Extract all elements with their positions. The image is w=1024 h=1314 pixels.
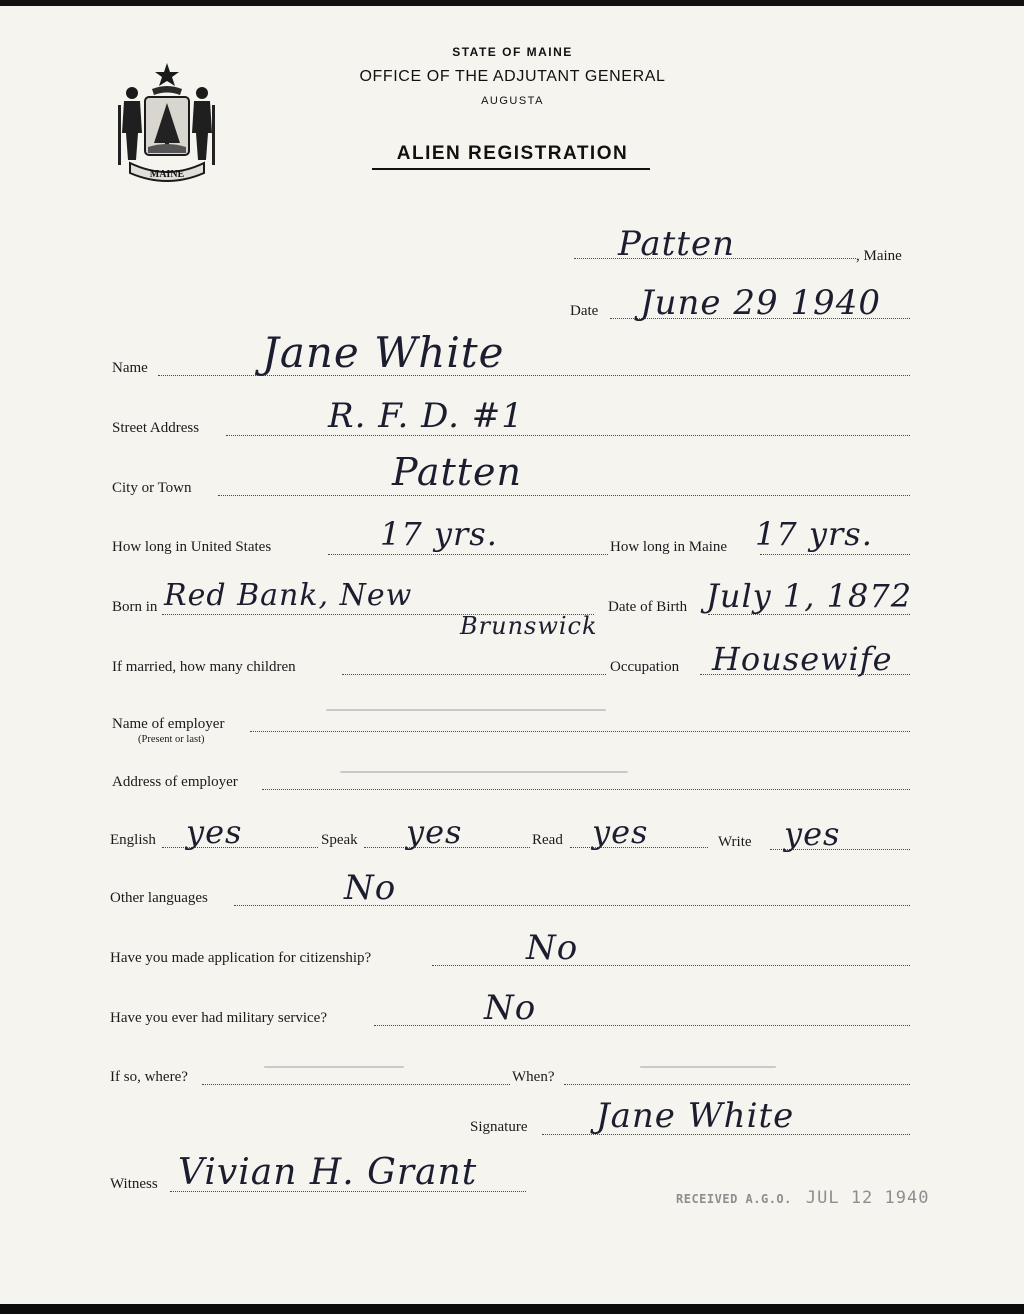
citizenship-line xyxy=(432,965,910,966)
citizenship-label: Have you made application for citizenship? xyxy=(110,950,372,966)
occupation-value: Housewife xyxy=(712,640,893,678)
employer-address-label: Address of employer xyxy=(112,774,238,790)
other-languages-label: Other languages xyxy=(110,890,208,906)
place-value: Patten xyxy=(618,224,735,264)
date-of-birth-label: Date of Birth xyxy=(608,599,688,615)
speak-label: Speak xyxy=(321,832,358,848)
born-in-value: Red Bank, New xyxy=(164,578,413,613)
header-city: AUGUSTA xyxy=(481,95,544,107)
name-label: Name xyxy=(112,360,148,376)
citizenship-value: No xyxy=(526,928,579,968)
employer-address-dash xyxy=(340,771,628,773)
place-suffix-label: , Maine xyxy=(856,248,902,264)
stamp-received-text: RECEIVED A.G.O. xyxy=(676,1192,792,1206)
employer-address-line xyxy=(262,789,910,790)
scan-top-edge xyxy=(0,0,1024,6)
how-long-maine-label: How long in Maine xyxy=(610,539,728,555)
english-label: English xyxy=(110,832,156,848)
employer-name-label: Name of employer xyxy=(112,716,225,732)
when-dash xyxy=(640,1066,776,1068)
seal-motto-text: MAINE xyxy=(149,169,185,180)
signature-value: Jane White xyxy=(596,1096,795,1136)
when-line xyxy=(564,1084,910,1085)
form-title: ALIEN REGISTRATION xyxy=(396,143,629,164)
read-label: Read xyxy=(532,832,563,848)
received-stamp xyxy=(676,1188,929,1208)
when-label: When? xyxy=(512,1069,555,1085)
children-label: If married, how many children xyxy=(112,659,296,675)
employer-name-line xyxy=(250,731,910,732)
date-label: Date xyxy=(570,303,599,319)
write-value: yes xyxy=(784,815,841,853)
date-value: June 29 1940 xyxy=(640,283,881,323)
header-state: STATE OF MAINE xyxy=(452,45,573,59)
city-label: City or Town xyxy=(112,480,192,496)
header-office: OFFICE OF THE ADJUTANT GENERAL xyxy=(359,68,666,85)
how-long-maine-value: 17 yrs. xyxy=(755,515,873,553)
write-label: Write xyxy=(718,834,752,850)
other-languages-line xyxy=(234,905,910,906)
scan-bottom-edge xyxy=(0,1304,1024,1314)
witness-value: Vivian H. Grant xyxy=(178,1152,478,1193)
how-long-us-line xyxy=(328,554,608,555)
occupation-label: Occupation xyxy=(610,659,680,675)
military-value: No xyxy=(484,988,537,1028)
street-address-label: Street Address xyxy=(112,420,200,436)
title-underline xyxy=(372,168,650,170)
military-line xyxy=(374,1025,910,1026)
stamp-date-text: JUL 12 1940 xyxy=(805,1188,930,1208)
state-seal-image xyxy=(112,55,222,190)
where-line xyxy=(202,1084,510,1085)
city-line xyxy=(218,495,910,496)
speak-value: yes xyxy=(406,813,463,851)
born-in-value-cont: Brunswick xyxy=(460,612,598,640)
name-value: Jane White xyxy=(262,328,505,377)
how-long-us-label: How long in United States xyxy=(112,539,272,555)
where-label: If so, where? xyxy=(110,1069,188,1085)
date-of-birth-value: July 1, 1872 xyxy=(706,577,913,615)
read-value: yes xyxy=(592,813,649,851)
born-in-label: Born in xyxy=(112,599,158,615)
military-label: Have you ever had military service? xyxy=(110,1010,327,1026)
english-value: yes xyxy=(186,813,243,851)
where-dash xyxy=(264,1066,404,1068)
children-line xyxy=(342,674,606,675)
how-long-us-value: 17 yrs. xyxy=(380,515,498,553)
witness-label: Witness xyxy=(110,1176,158,1192)
city-value: Patten xyxy=(392,450,523,494)
other-languages-value: No xyxy=(344,868,397,908)
street-address-value: R. F. D. #1 xyxy=(328,396,524,436)
employer-name-sublabel: (Present or last) xyxy=(138,734,205,745)
how-long-maine-line xyxy=(760,554,910,555)
employer-name-dash xyxy=(326,709,606,711)
signature-label: Signature xyxy=(470,1119,528,1135)
